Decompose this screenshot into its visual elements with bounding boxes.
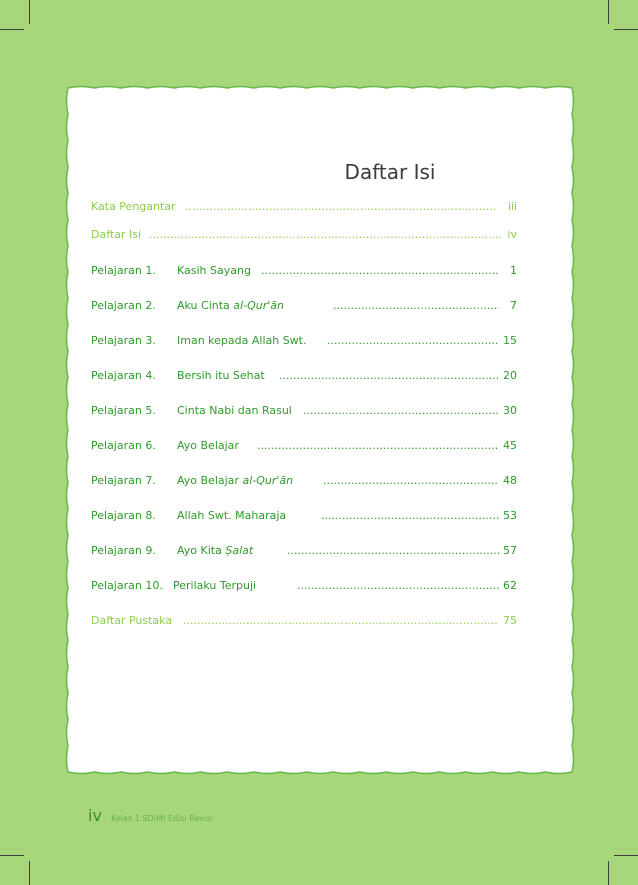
crop-mark-bottom-right-h xyxy=(614,855,638,856)
toc-page-number: 20 xyxy=(503,369,517,382)
toc-row-daftar-pustaka[interactable] xyxy=(91,611,517,631)
toc-page-number: 62 xyxy=(503,579,517,592)
toc-row-pelajaran-6[interactable] xyxy=(91,436,517,456)
toc-page-number: 7 xyxy=(510,299,517,312)
toc-row-pelajaran-4[interactable] xyxy=(91,366,517,386)
toc-row-pelajaran-9[interactable] xyxy=(91,541,517,561)
toc-leader-dots xyxy=(183,611,499,631)
toc-subject: Ayo Kita Ṣalat xyxy=(177,544,254,557)
toc-subject: Cinta Nabi dan Rasul xyxy=(177,404,292,417)
toc-page-number: iv xyxy=(507,228,517,241)
toc-lesson: Pelajaran 5. xyxy=(91,404,156,417)
crop-mark-top-left-v xyxy=(29,0,30,24)
crop-mark-bottom-right-v xyxy=(608,861,609,885)
toc-lesson: Pelajaran 3. xyxy=(91,334,156,347)
toc-subject: Allah Swt. Maharaja xyxy=(177,509,287,522)
footer-book-title: Kelas 1 SD/MI Edisi Revisi xyxy=(111,814,213,823)
toc-page-number: 53 xyxy=(503,509,517,522)
toc-leader-dots xyxy=(327,331,499,351)
toc-leader-dots xyxy=(303,401,499,421)
crop-mark-bottom-left-v xyxy=(29,861,30,885)
toc-subject: Iman kepada Allah Swt. xyxy=(177,334,307,347)
toc-page-number: 45 xyxy=(503,439,517,452)
toc-lesson: Pelajaran 8. xyxy=(91,509,156,522)
toc-lesson: Pelajaran 6. xyxy=(91,439,156,452)
toc-row-daftar-isi[interactable] xyxy=(91,225,517,245)
footer-page-number: iv xyxy=(88,806,102,825)
toc-lesson: Pelajaran 1. xyxy=(91,264,156,277)
toc-subject: Ayo Belajar al-Qur'ān xyxy=(177,474,294,487)
toc-subject: Aku Cinta al-Qur'ān xyxy=(177,299,284,312)
toc-lesson: Pelajaran 4. xyxy=(91,369,156,382)
crop-mark-top-right-h xyxy=(614,29,638,30)
toc-leader-dots xyxy=(333,296,499,316)
toc-leader-dots xyxy=(321,506,499,526)
toc-page-number: 30 xyxy=(503,404,517,417)
toc-lesson: Daftar Isi xyxy=(91,228,141,241)
toc-leader-dots xyxy=(149,225,501,245)
toc-lesson: Pelajaran 9. xyxy=(91,544,156,557)
toc-page-number: iii xyxy=(507,200,517,213)
toc-leader-dots xyxy=(297,576,499,596)
toc-content xyxy=(60,80,580,780)
crop-mark-top-left-h xyxy=(0,29,24,30)
toc-lesson: Pelajaran 7. xyxy=(91,474,156,487)
toc-leader-dots xyxy=(323,471,499,491)
toc-leader-dots xyxy=(287,541,499,561)
italic-term: al-Qur'ān xyxy=(242,474,294,487)
toc-row-pelajaran-1[interactable] xyxy=(91,261,517,281)
toc-leader-dots xyxy=(279,366,499,386)
toc-leader-dots xyxy=(257,436,499,456)
toc-page-number: 15 xyxy=(503,334,517,347)
page-footer xyxy=(88,806,213,825)
toc-page-number: 1 xyxy=(510,264,517,277)
crop-mark-top-right-v xyxy=(608,0,609,24)
toc-row-pelajaran-2[interactable] xyxy=(91,296,517,316)
toc-row-pelajaran-5[interactable] xyxy=(91,401,517,421)
toc-lesson: Pelajaran 2. xyxy=(91,299,156,312)
toc-lesson: Kata Pengantar xyxy=(91,200,176,213)
toc-subject: Bersih itu Sehat xyxy=(177,369,265,382)
toc-leader-dots xyxy=(185,197,497,217)
content-frame xyxy=(60,80,580,780)
toc-subject: Kasih Sayang xyxy=(177,264,251,277)
toc-row-pelajaran-8[interactable] xyxy=(91,506,517,526)
italic-term: Ṣalat xyxy=(225,544,254,557)
toc-lesson: Pelajaran 10. xyxy=(91,579,163,592)
toc-page-number: 57 xyxy=(503,544,517,557)
toc-row-pelajaran-7[interactable] xyxy=(91,471,517,491)
toc-row-kata-pengantar[interactable] xyxy=(91,197,517,217)
toc-page-number: 48 xyxy=(503,474,517,487)
toc-leader-dots xyxy=(261,261,499,281)
toc-subject: Ayo Belajar xyxy=(177,439,239,452)
toc-page-number: 75 xyxy=(503,614,517,627)
page-title: Daftar Isi xyxy=(344,160,436,184)
toc-subject: Perilaku Terpuji xyxy=(173,579,257,592)
toc-lesson: Daftar Pustaka xyxy=(91,614,173,627)
italic-term: al-Qur'ān xyxy=(233,299,284,312)
crop-mark-bottom-left-h xyxy=(0,855,24,856)
toc-row-pelajaran-10[interactable] xyxy=(91,576,517,596)
toc-row-pelajaran-3[interactable] xyxy=(91,331,517,351)
